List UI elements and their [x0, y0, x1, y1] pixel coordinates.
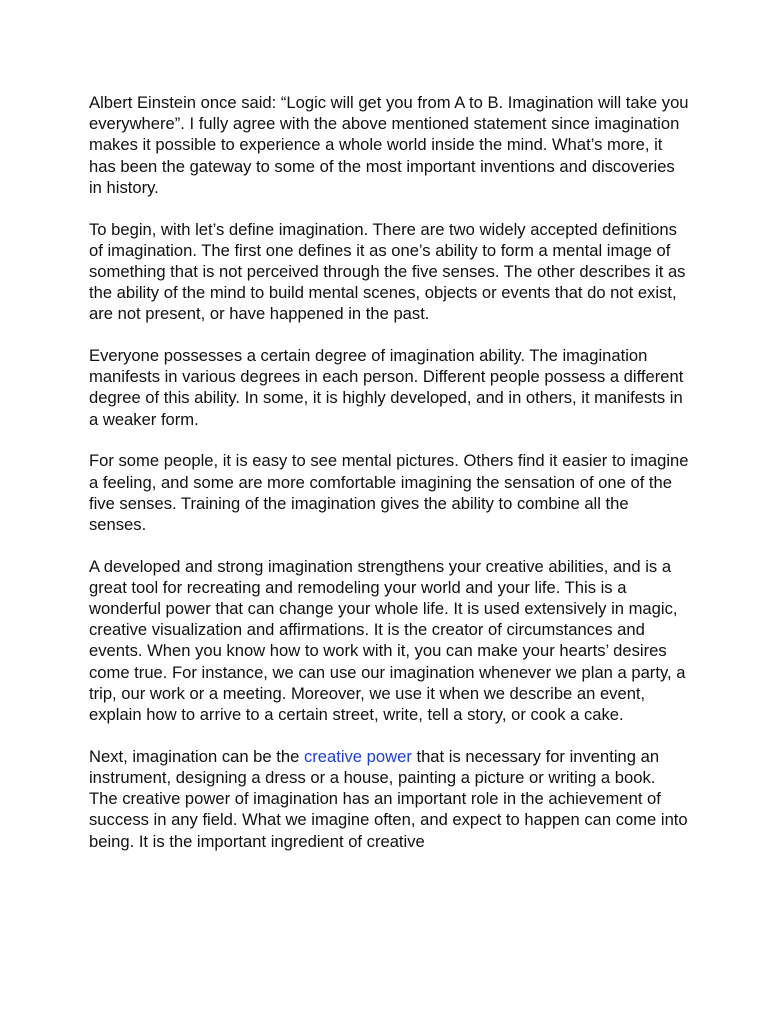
document-body — [89, 92, 689, 852]
paragraph-creative-power-before: Next, imagination can be the — [89, 746, 304, 766]
paragraph-creative-power — [89, 746, 689, 788]
paragraph-einstein-quote: Albert Einstein once said: “Logic will get you from A to B. Imagination will take you everywhere”. I fully agree with the above mentioned statement since imagination makes it possible to experience a whole world inside the mind. What’s more, it has been the gateway to some of the most important inventions and discoveries in history. — [89, 93, 689, 197]
paragraph-mental-pictures: For some people, it is easy to see mental pictures. Others find it easier to imagine a feeling, and some are more comfortable imagining the sensation of one of the five senses. Training of the imagination gives the ability to combine all the senses. — [89, 451, 689, 534]
paragraph-success: The creative power of imagination has an important role in the achievement of success in any field. What we imagine often, and expect to happen can come into being. It is the important ingredient of creative — [89, 789, 688, 851]
paragraph-creative-power-after: that is necessary for inventing an instrument, designing a dress or a house, painting a picture or writing a book. — [89, 746, 660, 787]
creative-power-link[interactable]: creative power — [303, 746, 412, 766]
paragraph-degree: Everyone possesses a certain degree of imagination ability. The imagination manifests in various degrees in each person. Different people possess a different degree of this ability. In some, it is highly developed, and in others, it manifests in a weaker form. — [89, 346, 684, 429]
paragraph-creative-abilities: A developed and strong imagination strengthens your creative abilities, and is a great tool for recreating and remodeling your world and your life. This is a wonderful power that can change your whole life. It is used extensively in magic, creative visualization and affirmations. It is the creator of circumstances and events. When you know how to work with it, you can make your hearts’ desires come true. For instance, we can use our imagination whenever we plan a party, a trip, our work or a meeting. Moreover, we use it when we describe an event, explain how to arrive to a certain street, write, tell a story, or cook a cake. — [89, 556, 686, 725]
paragraph-definition: To begin, with let’s define imagination. There are two widely accepted definitions of imagination. The first one defines it as one’s ability to form a mental image of something that is not perceived through the five senses. The other describes it as the ability of the mind to build mental scenes, objects or events that do not exist, are not present, or have happened in the past. — [89, 219, 686, 324]
